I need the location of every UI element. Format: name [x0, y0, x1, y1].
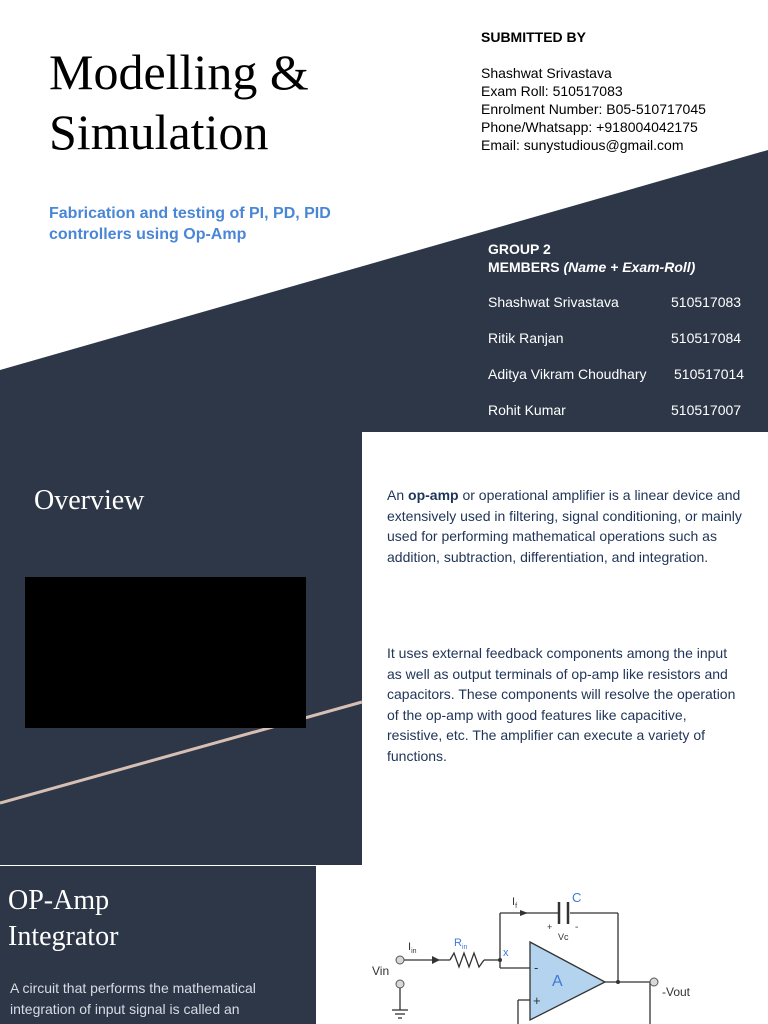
page-title [49, 42, 309, 162]
submitter-enrolment: Enrolment Number: B05-510717045 [481, 101, 706, 117]
integrator-circuit-diagram [362, 880, 742, 1024]
integrator-text: A circuit that performs the mathematical integration of input signal is called an [10, 980, 256, 1017]
minus-input-sign: - [534, 960, 539, 975]
integrator-heading [8, 883, 118, 955]
overview-heading: Overview [34, 485, 145, 516]
member-name: Aditya Vikram Choudhary [488, 366, 647, 382]
submitted-by-block [481, 28, 706, 154]
node-x-dot [498, 958, 502, 962]
member-name: Shashwat Srivastava [488, 294, 619, 310]
group-heading-block [488, 240, 695, 276]
p1-text-end: or operational amplifier is a linear device and extensively used in filtering, signal conditioning, or mainly used for performing mathematical operations such as addition, subtraction, differentiation, and integration. [387, 487, 742, 565]
vout-terminal [650, 978, 658, 986]
rin-label: $R_{in}$ [454, 937, 468, 951]
resistor-rin [450, 953, 484, 967]
submitter-name: Shashwat Srivastava [481, 65, 612, 81]
node-out-dot [616, 980, 620, 984]
cap-plus-sign: + [547, 922, 553, 932]
members-heading [488, 258, 695, 276]
black-image-placeholder [25, 577, 306, 728]
overview-paragraph-1 [387, 485, 742, 567]
member-row [488, 330, 758, 348]
cap-minus-sign: - [575, 922, 579, 933]
plus-input-sign: + [533, 993, 541, 1008]
vout-label: -Vout [662, 985, 691, 999]
members-label: MEMBERS [488, 259, 564, 275]
title-line-1: Modelling & [49, 44, 309, 100]
member-row [488, 402, 758, 420]
op-amp-triangle [530, 942, 605, 1020]
integrator-title-line-2: Integrator [8, 921, 119, 952]
group-heading: GROUP 2 [488, 241, 551, 257]
member-name: Ritik Ranjan [488, 330, 564, 346]
submitter-phone: Phone/Whatsapp: +918004042175 [481, 119, 698, 135]
member-roll: 510517014 [674, 366, 745, 382]
if-label: $I_f$ [512, 896, 518, 910]
integrator-title-line-1: OP-Amp [8, 885, 110, 916]
submitter-exam-roll: Exam Roll: 510517083 [481, 83, 623, 99]
current-arrow-in [432, 956, 440, 964]
iin-label: $I_{in}$ [408, 941, 417, 955]
vin-label: Vin [372, 964, 390, 978]
vin-terminal [396, 956, 404, 964]
vc-label: Vc [558, 932, 569, 942]
title-line-2: Simulation [49, 104, 269, 160]
member-roll: 510517083 [671, 294, 742, 310]
c-label: C [572, 890, 582, 905]
member-row [488, 294, 758, 312]
member-roll: 510517007 [671, 402, 742, 418]
submitter-email: Email: sunystudious@gmail.com [481, 137, 684, 153]
subtitle: Fabrication and testing of PI, PD, PID controllers using Op-Amp [49, 205, 331, 243]
x-node-label: x [503, 947, 509, 959]
op-amp-label: A [552, 973, 563, 990]
overview-paragraph-2: It uses external feedback components among the input as well as output terminals of op-amp like resistors and capacitors. These components will resolve the operation of the op-amp with good features like capacitive, resistive, etc. The amplifier can execute a variety of functions. [387, 645, 736, 764]
member-row [488, 366, 758, 384]
submitted-heading: SUBMITTED BY [481, 29, 586, 45]
cover-navy-band [0, 150, 768, 432]
p1-bold-term: op-amp [408, 487, 459, 503]
p1-text-start: An [387, 487, 409, 503]
ground-terminal [396, 980, 404, 988]
member-name: Rohit Kumar [488, 402, 566, 418]
current-arrow-f [520, 910, 528, 916]
members-note: (Name + Exam-Roll) [563, 259, 696, 275]
member-roll: 510517084 [671, 330, 742, 346]
